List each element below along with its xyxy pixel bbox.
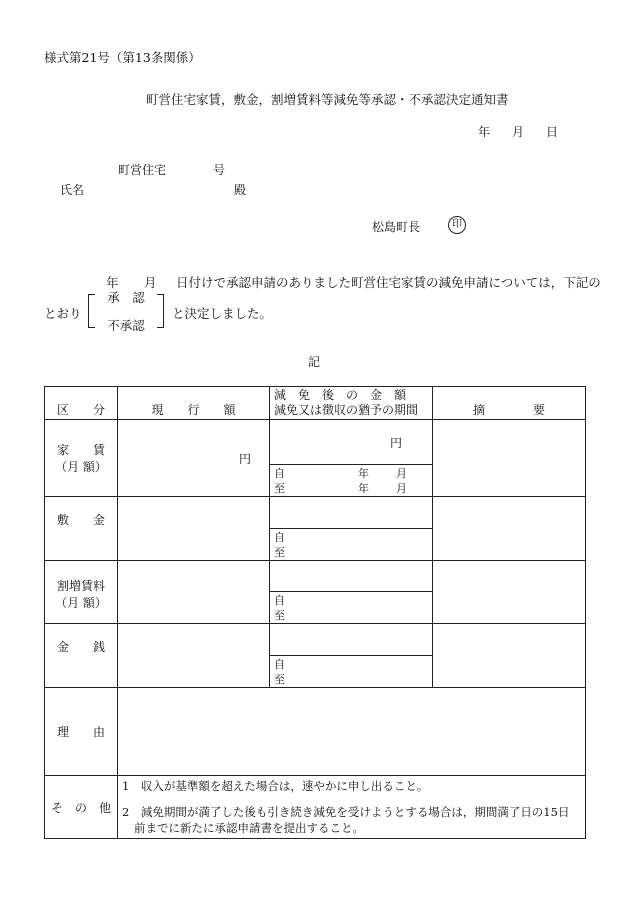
other-notes-cell xyxy=(118,776,586,839)
reduction-table xyxy=(44,386,586,839)
money-remarks-cell xyxy=(433,624,586,688)
body-line1: 日付けで承認申請のありました町営住宅家賃の減免申請については，下記の xyxy=(176,275,601,290)
name-label: 氏名 xyxy=(60,183,85,197)
body-month: 月 xyxy=(144,275,157,290)
issuer-title: 松島町長 xyxy=(372,220,421,234)
surcharge-from: 自 xyxy=(274,593,285,607)
header-after-bottom: 減免又は徴収の猶予の期間 xyxy=(274,403,419,417)
honorific: 殿 xyxy=(234,183,247,197)
rent-row-top xyxy=(45,420,586,465)
surcharge-remarks-cell xyxy=(433,561,586,624)
to-label: 至 xyxy=(274,481,285,495)
deposit-label: 敷 金 xyxy=(45,497,118,561)
money-after-cell xyxy=(270,624,433,656)
surcharge-sublabel: （月 額） xyxy=(55,596,107,610)
from-label: 自 xyxy=(274,466,285,480)
money-to: 至 xyxy=(274,672,285,686)
decision-bracket xyxy=(88,290,164,333)
reason-label: 理 由 xyxy=(45,688,118,776)
housing-number-label: 号 xyxy=(213,163,226,177)
body-year: 年 xyxy=(106,275,119,290)
rent-sublabel: （月 額） xyxy=(55,460,107,474)
rent-period-to xyxy=(274,481,428,496)
rent-after-unit: 円 xyxy=(389,435,402,450)
rent-current-unit: 円 xyxy=(238,451,251,466)
reason-row xyxy=(45,688,586,776)
document-title: 町営住宅家賃，敷金，割増賃料等減免等承認・不承認決定通知書 xyxy=(146,92,509,107)
deposit-row-top xyxy=(45,497,586,529)
other-label: そ の 他 xyxy=(45,776,118,839)
rent-period-cell xyxy=(270,465,433,497)
deposit-period-cell xyxy=(270,529,433,561)
header-remarks: 摘 要 xyxy=(433,387,586,420)
money-row-top xyxy=(45,624,586,656)
surcharge-current-cell xyxy=(118,561,270,624)
money-current-cell xyxy=(118,624,270,688)
option-reject: 不承認 xyxy=(107,318,145,333)
date-month-label: 月 xyxy=(512,125,525,139)
rent-label: 家 賃 xyxy=(56,443,105,457)
surcharge-after-cell xyxy=(270,561,433,592)
header-row xyxy=(45,387,586,420)
date-day-label: 日 xyxy=(546,125,559,139)
from-year-label: 年 xyxy=(358,466,369,480)
deposit-from: 自 xyxy=(274,530,285,544)
header-after-top: 減 免 後 の 金 額 xyxy=(274,388,407,402)
from-month-label: 月 xyxy=(396,466,407,480)
rent-current-cell xyxy=(118,420,270,497)
money-period-cell xyxy=(270,656,433,688)
surcharge-row-top xyxy=(45,561,586,592)
body-line2-prefix: とおり xyxy=(44,306,82,321)
rent-label-cell xyxy=(45,420,118,497)
header-current: 現 行 額 xyxy=(118,387,270,420)
note-2: 2 減免期間が満了した後も引き続き減免を受けようとする場合は，期間満了日の15日 xyxy=(122,805,570,819)
other-row xyxy=(45,776,586,839)
form-number: 様式第21号（第13条関係） xyxy=(44,50,201,65)
seal-mark-icon: 印 xyxy=(448,216,466,234)
rent-period-from xyxy=(274,466,428,481)
rent-after-cell xyxy=(270,420,433,465)
surcharge-label-cell xyxy=(45,561,118,624)
to-month-label: 月 xyxy=(396,481,407,495)
header-category: 区 分 xyxy=(45,387,118,420)
to-year-label: 年 xyxy=(358,481,369,495)
ki-heading: 記 xyxy=(308,355,321,369)
surcharge-label: 割増賃料 xyxy=(56,579,105,593)
money-label: 金 銭 xyxy=(45,624,118,688)
deposit-after-cell xyxy=(270,497,433,529)
money-from: 自 xyxy=(274,657,285,671)
deposit-remarks-cell xyxy=(433,497,586,561)
deposit-to: 至 xyxy=(274,545,285,559)
housing-label: 町営住宅 xyxy=(118,163,167,177)
rent-remarks-cell xyxy=(433,420,586,497)
header-after xyxy=(270,387,433,420)
deposit-current-cell xyxy=(118,497,270,561)
note-2-continued: 前までに新たに承認申請書を提出すること。 xyxy=(134,821,364,835)
body-line2-suffix: と決定しました。 xyxy=(172,306,273,321)
surcharge-to: 至 xyxy=(274,608,285,622)
note-1: 1 収入が基準額を超えた場合は，速やかに申し出ること。 xyxy=(122,779,429,793)
reason-content-cell xyxy=(118,688,586,776)
surcharge-period-cell xyxy=(270,592,433,624)
option-approve: 承 認 xyxy=(107,290,145,305)
date-year-label: 年 xyxy=(478,125,491,139)
